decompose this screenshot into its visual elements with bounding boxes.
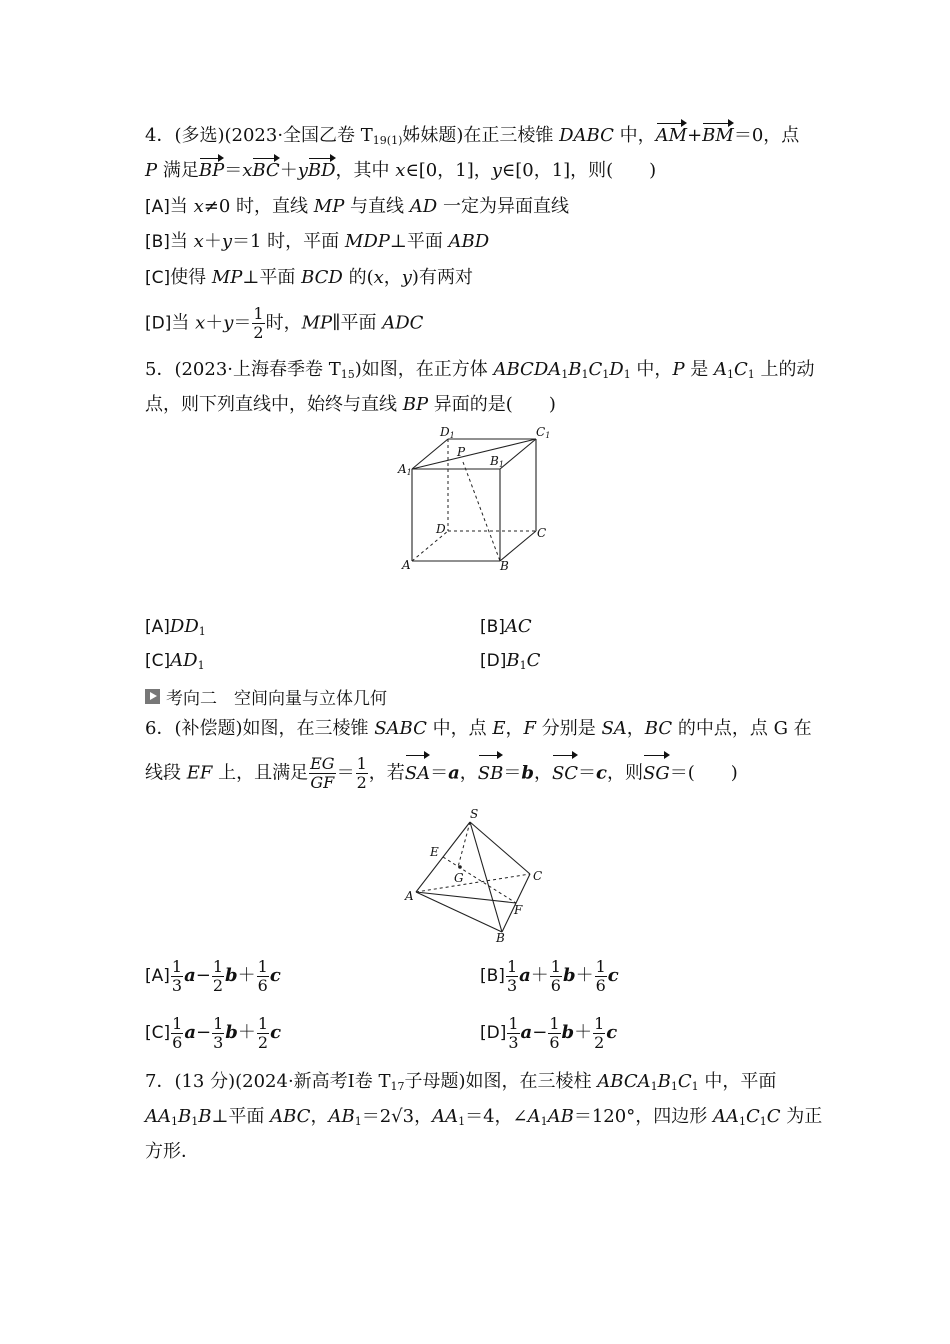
label-s: S [470,807,479,821]
label-a: A [402,558,411,572]
vector-sb: SB [478,756,504,792]
vector-bc: BC [252,160,280,181]
q7-stem-line2: $AA_1B_1B\perp$平面 ABC，$AB_1=2√3$，$AA_1=4$，$\angle A_1AB=120^\circ$，四边形 $AA_1C_1C$ 为正 [145,1106,823,1128]
q7-stem-line3: 方形． [145,1141,199,1162]
cube-figure [390,425,560,577]
hidden-segment-sg [458,822,470,867]
hidden-segment-pb [463,462,500,561]
hidden-edge-ac [416,874,530,892]
q6-stem-line2: 线段 EF 上，且满足 $\frac{EG}{GF}$ ＝ $\frac{1}{2}$ ，若SA＝a，SB＝b，SC＝c，则SG＝( ) [145,754,738,792]
vector-am: AM [655,125,688,146]
q6-option-d[interactable]: [D] $\frac{1}{3}$ a− $\frac{1}{6}$ b＋ $\frac{1}{2}$ c [480,1013,618,1052]
vector-sa: SA [405,756,430,792]
pyramid-figure [398,806,558,944]
q5-stem-line2: 点，则下列直线中，始终与直线 BP 异面的是( ) [145,394,556,415]
label-a1: A1 [398,462,412,477]
edge-sc [470,822,530,874]
q4-stem-line1: 4．(多选)(2023·全国乙卷 $T_{19(1)}$姊妹题)在正三棱锥 DABC 中，AM+BM＝0，点 [145,125,800,147]
label-d1: D1 [440,425,455,440]
label-f: F [514,903,523,917]
q6-option-c[interactable]: [C] $\frac{1}{6}$ a− $\frac{1}{3}$ b＋ $\frac{1}{2}$ c [145,1013,282,1052]
edge-ab [416,892,502,932]
vector-sc: SC [552,756,578,792]
q4-option-c[interactable]: [C]使得 MP⊥平面 BCD 的(x，y)有两对 [145,267,473,288]
q4-option-d[interactable]: [D]当 x＋y＝ $\frac{1}{2}$ 时，MP∥平面 ADC [145,304,424,342]
q5-stem-line1: 5．(2023·上海春季卷 $T_{15}$)如图，在正方体 $ABCDA_1B_1C_1D_1$ 中，P 是 $A_1C_1$ 上的动 [145,359,815,381]
vector-bd: BD [307,160,336,181]
q4-option-b[interactable]: [B]当 x＋y＝1 时，平面 MDP⊥平面 ABD [145,231,490,252]
label-c: C [533,869,543,883]
label-g: G [454,871,464,885]
label-p: P [457,445,466,459]
q6-option-b[interactable]: [B] $\frac{1}{3}$ a＋ $\frac{1}{6}$ b＋ $\frac{1}{6}$ c [480,956,619,995]
q5-option-c[interactable]: $[C]AD_1$ [145,650,205,672]
label-c1: C1 [536,425,551,440]
label-d: D [436,522,446,536]
q6-stem-line1: 6．(补偿题)如图，在三棱锥 SABC 中，点 E，F 分别是 SA，BC 的中点，点 G 在 [145,718,812,739]
label-e: E [430,845,439,859]
q4-stem-line2: P 满足BP＝xBC＋yBD，其中 x∈[0，1]，y∈[0，1]，则( ) [145,160,657,181]
fraction-one-half: $\frac{1}{2}$ [356,754,367,792]
label-c: C [537,526,547,540]
label-a: A [405,889,414,903]
label-b1: B1 [490,454,504,469]
section-header: 考向二 空间向量与立体几何 [145,684,387,709]
q4-option-a[interactable]: [A]当 x≠0 时，直线 MP 与直线 AD 一定为异面直线 [145,196,569,217]
q5-option-a[interactable]: $[A]DD_1$ [145,616,206,638]
question-number: 4． [145,125,175,146]
point-g [458,865,462,869]
vector-sg: SG [643,756,670,792]
edge-bc [500,531,536,561]
q6-option-a[interactable]: [A] $\frac{1}{3}$ a− $\frac{1}{2}$ b＋ $\frac{1}{6}$ c [145,956,281,995]
play-triangle-icon [145,689,160,704]
q7-stem-line1: 7．(13 分)(2024·新高考Ⅰ卷 $T_{17}$子母题)如图，在三棱柱 $ABCA_1B_1C_1$ 中，平面 [145,1071,777,1093]
fraction-one-half: $\frac{1}{2}$ [253,304,264,342]
vector-bm: BM [702,125,734,146]
q5-option-d[interactable]: $[D]B_1C$ [480,650,541,672]
label-b: B [500,559,509,573]
vector-bp: BP [198,160,225,181]
label-b: B [496,931,505,944]
q5-option-b[interactable]: [B]AC [480,616,532,637]
fraction-eg-gf: $\frac{EG}{GF}$ [310,754,335,792]
